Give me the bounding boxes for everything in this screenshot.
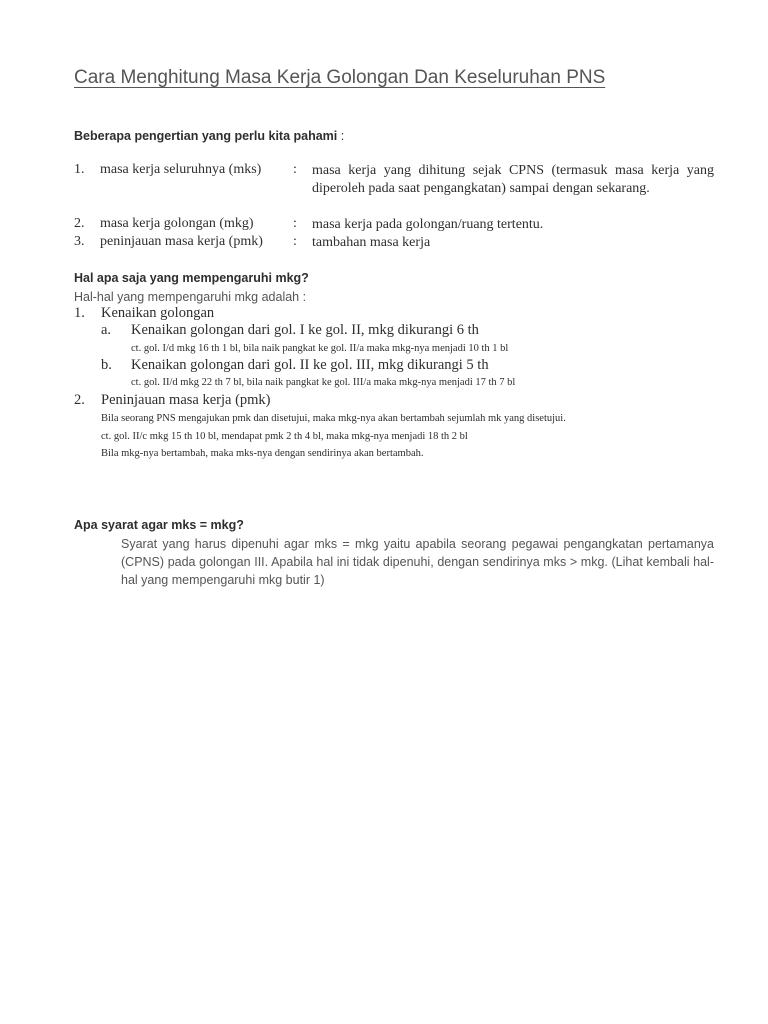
definition-number: 2. (74, 216, 85, 231)
section-heading-syarat: Apa syarat agar mks = mkg? (74, 518, 244, 532)
example-line: ct. gol. I/d mkg 16 th 1 bl, bila naik pangkat ke gol. II/a maka mkg-nya menjadi 10 th 1 bl (131, 343, 509, 354)
sublist-item-label: Kenaikan golongan dari gol. I ke gol. II, mkg dikurangi 6 th (131, 322, 479, 338)
definition-number: 1. (74, 162, 85, 177)
list-item-label: Kenaikan golongan (101, 305, 215, 321)
example-line: ct. gol. II/d mkg 22 th 7 bl, bila naik pangkat ke gol. III/a maka mkg-nya menjadi 17 th 7 bl (131, 377, 516, 388)
intro-suffix: : (337, 129, 345, 143)
definition-row (74, 162, 714, 216)
definition-colon: : (293, 234, 297, 249)
sublist-letter: b. (101, 357, 112, 373)
sublist-letter: a. (101, 322, 112, 338)
intro-line (74, 129, 344, 143)
example-line: ct. gol. II/c mkg 15 th 10 bl, mendapat pmk 2 th 4 bl, maka mkg-nya menjadi 18 th 2 bl (101, 431, 468, 442)
body-line: Bila mkg-nya bertambah, maka mks-nya dengan sendirinya akan bertambah. (101, 448, 424, 459)
definition-number: 3. (74, 234, 85, 249)
definition-description: masa kerja pada golongan/ruang tertentu. (312, 217, 544, 232)
section-subheading-mkg: Hal-hal yang mempengaruhi mkg adalah : (74, 290, 307, 304)
list-number: 2. (74, 392, 85, 408)
definition-term: peninjauan masa kerja (pmk) (100, 234, 263, 249)
list-item-label: Peninjauan masa kerja (pmk) (101, 392, 271, 408)
body-line: Bila seorang PNS mengajukan pmk dan disetujui, maka mkg-nya akan bertambah sejumlah mk yang disetujui. (101, 413, 566, 424)
section-paragraph: Syarat yang harus dipenuhi agar mks = mkg yaitu apabila seorang pegawai pengangkatan pertamanya (CPNS) pada golongan III. Apabila hal ini tidak dipenuhi, dengan sendirinya mks > mkg. (Lihat kembali hal-hal yang mempengaruhi mkg butir 1) (121, 537, 714, 587)
definition-colon: : (293, 216, 297, 231)
sublist-item-label: Kenaikan golongan dari gol. II ke gol. III, mkg dikurangi 5 th (131, 357, 489, 373)
definition-term: masa kerja golongan (mkg) (100, 216, 254, 231)
section-heading-mkg: Hal apa saja yang mempengaruhi mkg? (74, 271, 309, 285)
definition-colon: : (293, 162, 297, 177)
definition-description: tambahan masa kerja (312, 235, 431, 250)
page-title: Cara Menghitung Masa Kerja Golongan Dan Keseluruhan PNS (74, 67, 606, 88)
list-number: 1. (74, 305, 85, 321)
intro-label: Beberapa pengertian yang perlu kita pahami (74, 129, 338, 143)
definition-term: masa kerja seluruhnya (mks) (100, 162, 262, 177)
definition-row (74, 216, 714, 234)
definition-description: masa kerja yang dihitung sejak CPNS (termasuk masa kerja yang diperoleh pada saat pengangkatan) sampai dengan sekarang. (312, 163, 714, 196)
definition-row (74, 234, 714, 252)
